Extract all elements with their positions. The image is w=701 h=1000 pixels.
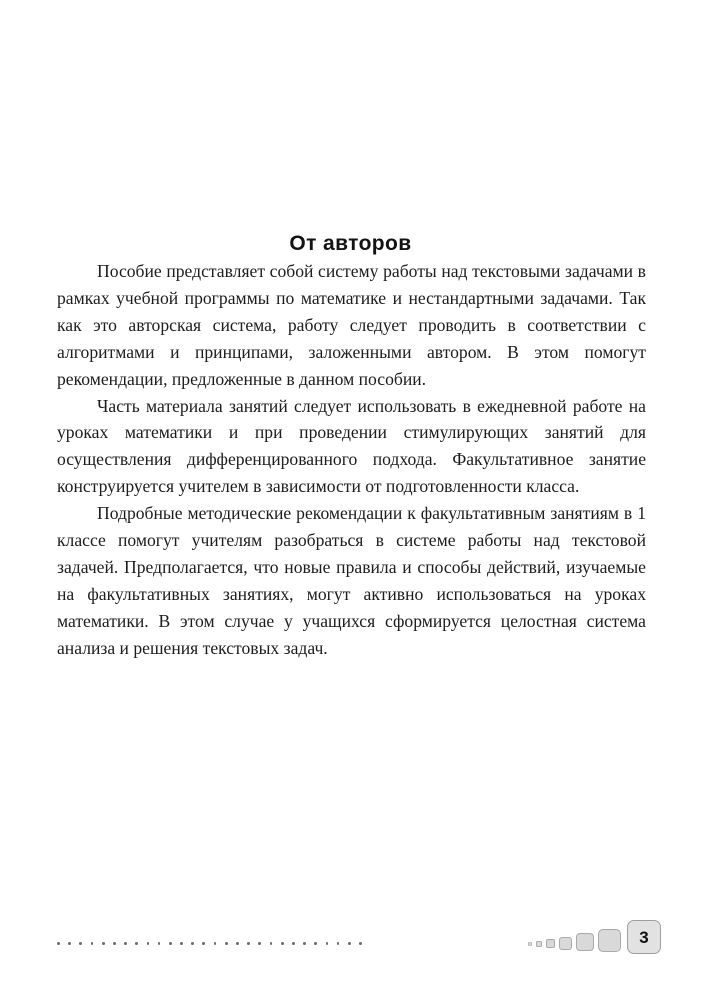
footer-dot: [270, 942, 273, 945]
footer-step-square: [536, 941, 542, 947]
footer-dot: [258, 942, 261, 945]
footer-dot-rail: [57, 942, 362, 945]
footer-dot: [191, 942, 194, 945]
footer-step-square: [528, 942, 532, 946]
footer-dot: [147, 942, 150, 945]
footer-dot: [113, 942, 116, 945]
footer-step-square: [559, 937, 572, 950]
footer-dot: [68, 942, 71, 945]
footer-dot: [236, 942, 239, 945]
footer-dot: [57, 942, 60, 945]
page-footer: [57, 908, 661, 954]
footer-dot: [247, 942, 250, 945]
footer-dot: [91, 942, 94, 945]
body-text-block: [57, 258, 646, 662]
footer-step-square: [546, 939, 555, 948]
paragraph: Пособие представляет собой систему работы над текстовыми задачами в рамках учебной программы по математике и нестандартными задачами. Так как это авторская система, работу следует проводить в соответствии с алгоритмами и принципами, заложенными автором. В этом помогут рекомендации, предложенные в данном пособии.: [57, 261, 646, 389]
footer-step-square: [598, 929, 621, 952]
footer-dot: [102, 942, 105, 945]
footer-dot: [326, 942, 329, 945]
footer-step-rail: [528, 920, 661, 954]
footer-dot: [158, 942, 161, 945]
footer-dot: [225, 942, 228, 945]
paragraph: Часть материала занятий следует использовать в ежедневной работе на уроках математики и при проведении стимулирующих занятий для осуществления дифференцированного подхода. Факультативное занятие конструируется учителем в зависимости от подготовленности класса.: [57, 395, 646, 497]
page-number-label: 3: [639, 927, 649, 947]
footer-dot: [169, 942, 172, 945]
footer-dot: [79, 942, 82, 945]
footer-dot: [214, 942, 217, 945]
page-number-badge: [627, 920, 661, 954]
footer-dot: [359, 942, 362, 945]
paragraph: Подробные методические рекомендации к факультативным занятиям в 1 классе помогут учителям разобраться в системе работы над текстовой задачей. Предполагается, что новые правила и способы действий, изучаемые на факультативных занятиях, могут активно использоваться на уроках математики. В этом случае у учащихся сформируется целостная система анализа и решения текстовых задач.: [57, 503, 646, 658]
footer-dot: [337, 942, 340, 945]
footer-dot: [180, 942, 183, 945]
footer-dot: [135, 942, 138, 945]
footer-dot: [281, 942, 284, 945]
page-title: От авторов: [289, 232, 412, 256]
footer-dot: [202, 942, 205, 945]
footer-dot: [348, 942, 351, 945]
footer-step-square: [576, 933, 594, 951]
footer-dot: [314, 942, 317, 945]
footer-dot: [124, 942, 127, 945]
footer-dot: [292, 942, 295, 945]
footer-dot: [303, 942, 306, 945]
